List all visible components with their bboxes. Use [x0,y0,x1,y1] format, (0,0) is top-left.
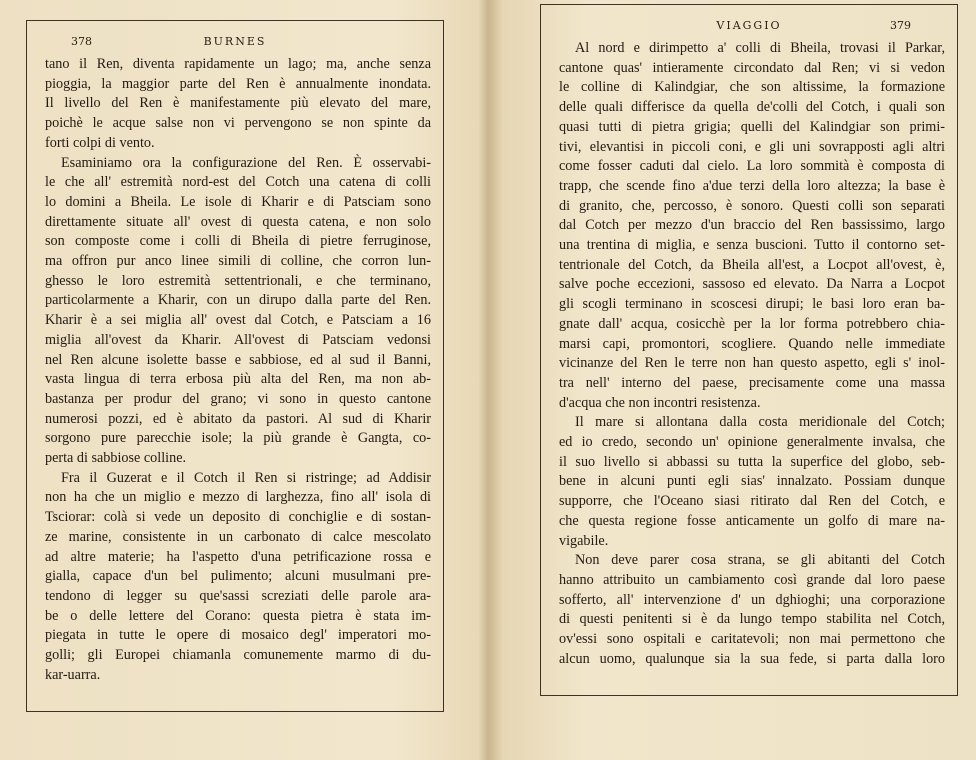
right-body-text [559,39,945,670]
text-line: tentrionale del Cotch, da Bheila all'est, a Locpot all'ovest, è, [559,256,945,273]
text-line: le che all' estremità nord-est del Cotch una catena di colli [45,174,431,191]
text-line: supporre, che l'Oceano siasi ritirato dal Ren del Cotch, e [559,493,945,510]
text-line: piegata in tutte le opere di mosaico degl' imperatori mo- [45,627,431,644]
text-line: lo domini a Bheila. Le isole di Kharir e di Patsciam sono [45,193,431,210]
text-line: bene in alcuni punti egli sias' innalzato. Possiam dunque [559,473,945,490]
text-line: forti colpi di vento. [45,134,155,151]
right-page [488,0,976,760]
text-line: sofferto, all' intervenzione d' un dghioghi; una corporazione [559,591,945,608]
text-line: Fra il Guzerat e il Cotch il Ren si ristringe; ad Addisir [61,469,431,486]
text-line: vicinanze del Ren le terre non han questo aspetto, egli s' inol- [559,355,945,372]
text-line: ad altre materie; ha l'aspetto d'una petrificazione rossa e [45,548,431,565]
text-line: kar-uarra. [45,666,101,683]
right-page-frame [540,4,958,696]
text-line: tra nell' interno del paese, precisamente come una massa [559,374,945,391]
text-line: il suo livello si abbassi su tutta la superfice del globo, seb- [559,453,945,470]
right-running-title: VIAGGIO [716,19,782,32]
text-line: non ha che un miglio e mezzo di larghezza, fino all' isola di [45,489,431,506]
left-running-head [45,35,425,53]
left-page-number: 378 [71,35,92,48]
text-line: perta di sabbiose colline. [45,450,187,467]
text-line: cantone quas' intieramente circondato dal Ren; vi si vedon [559,59,945,76]
text-line: una trentina di miglia, e senza buscioni. Tutto il contorno set- [559,237,945,254]
text-line: come fosser caduti dal cielo. La loro sommità è composta di [559,158,945,175]
text-line: be o delle lettere del Corano: questa pietra è stata im- [45,607,431,624]
text-line: trapp, che scende fino a'due terzi della loro altezza; la base è [559,177,945,194]
text-line: vasta lingua di terra erbosa più alta del Ren, ma non ab- [45,371,431,388]
right-running-head [559,19,939,37]
text-line: numerosi pozzi, ed è abitato da pastori. Al sud di Kharir [45,410,431,427]
text-line: marsi capi, promontori, scogliere. Quando nelle immediate [559,335,945,352]
text-line: gnate dall' acqua, cosicchè per la lor forma potrebbero chia- [559,315,945,332]
text-line: poichè le acque salse non vi pervengono se non spinte da [45,115,431,132]
text-line: gli scogli terminano in scoscesi dirupi; le basi loro eran ba- [559,296,945,313]
text-line: Esaminiamo ora la configurazione del Ren. È osservabi- [61,154,431,171]
text-line: nel Ren alcune isolette basse e sabbiose, ed al sud il Banni, [45,351,431,368]
text-line: direttamente situate all' ovest di questa catena, e non solo [45,213,431,230]
text-line: quasi tutti di pietra grigia; quelli del Kalindgiar son primi- [559,118,945,135]
text-line: d'acqua che non incontri resistenza. [559,394,761,411]
text-line: ov'essi sono ospitali e caritatevoli; non mai permettono che [559,631,945,648]
text-line: tendono di legger su que'sassi screziati delle parole ara- [45,587,431,604]
text-line: ghesso le loro estremità settentrionali, e che terminano, [45,272,431,289]
right-page-number: 379 [890,19,911,32]
text-line: sorgono pure parecchie isole; la più grande è Gangta, co- [45,430,431,447]
text-line: Kharir è a sei miglia all' ovest dal Cotch, e Patsciam a 16 [45,312,431,329]
text-line: ed io credo, secondo un' opinione generalmente invalsa, che [559,434,945,451]
text-line: tano il Ren, diventa rapidamente un lago; ma, anche senza [45,56,431,72]
text-line: particolarmente a Kharir, con un dirupo dalla parte del Ren. [45,292,431,309]
text-line: di granito, che, percosso, è sonoro. Questi colli son separati [559,197,945,214]
text-line: hanno attribuito un cambiamento così grande dal loro paese [559,571,945,588]
text-line: ze marine, consistente in un carbonato di calce mescolato [45,528,431,545]
left-running-title: BURNES [203,35,267,48]
text-line: miglia all'ovest da Kharir. All'ovest di Patsciam vedonsi [45,331,431,348]
text-line: pioggia, la maggior parte del Ren è annualmente inondata. [45,75,431,92]
text-line: son composte come i colli di Bheila di pietre ferruginose, [45,233,431,250]
text-line: tivi, elevantisi in piccoli coni, e gli uni sovrapposti agli altri [559,138,945,155]
text-line: Il mare si allontana dalla costa meridionale del Cotch; [575,414,945,431]
text-line: alcun uomo, qualunque sia la sua fede, si parta dalla loro [559,650,945,667]
text-line: Tsciorar: colà si vede un deposito di conchiglie e di sostan- [45,509,431,526]
text-line: salve poche eccezioni, sassoso ed elevato. Da Narra a Locpot [559,276,945,293]
text-line: dal Cotch per mezzo d'un braccio del Ren bassissimo, largo [559,217,945,234]
left-page-frame [26,20,444,712]
text-line: Il livello del Ren è manifestamente più elevato del mare, [45,95,431,112]
text-line: bastanza per produr del grano; vi sono in questo cantone [45,390,431,407]
text-line: delle quali differisce da quella de'colli del Cotch, i quali son [559,99,945,116]
text-line: ma offron pur anco linee simili di colline, che corron lun- [45,253,431,270]
text-line: golli; gli Europei chiamanla comunemente marmo di du- [45,647,431,664]
left-body-text [45,55,431,686]
text-line: Al nord e dirimpetto a' colli di Bheila, trovasi il Parkar, [575,40,945,56]
text-line: che questa regione fosse anticamente un golfo di mare na- [559,512,945,529]
text-line: gialla, capace d'un bel pulimento; alcuni musulmani pre- [45,568,431,585]
text-line: di questi penitenti si è da lungo tempo stabilita nel Cotch, [559,611,945,628]
text-line: le colline di Kalindgiar, che son altissime, la formazione [559,79,945,96]
text-line: vigabile. [559,532,609,549]
text-line: Non deve parer cosa strana, se gli abitanti del Cotch [575,552,945,569]
